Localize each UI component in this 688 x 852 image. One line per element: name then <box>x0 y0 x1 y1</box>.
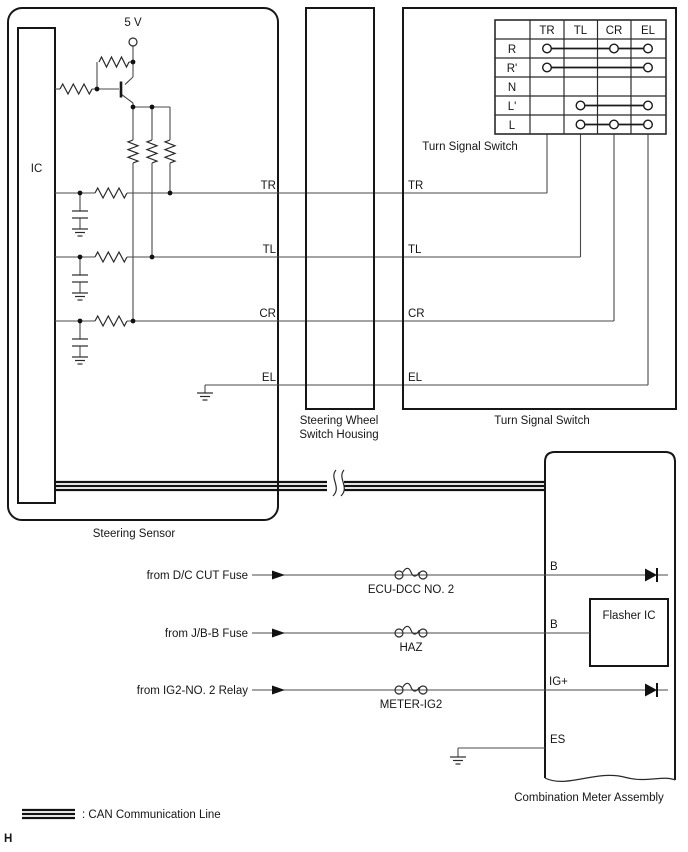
source-label-jbb: from J/B-B Fuse <box>164 628 248 640</box>
combination-meter-label: Combination Meter Assembly <box>514 792 664 804</box>
can-legend-label: : CAN Communication Line <box>82 809 221 821</box>
steering-sensor-label: Steering Sensor <box>92 528 176 540</box>
junction-dot <box>78 255 83 260</box>
sensor-pin-tr: TR <box>260 180 276 192</box>
page-mark: H <box>4 833 13 845</box>
contact-point <box>644 44 653 53</box>
contact-point <box>576 120 585 129</box>
table-column-header: CR <box>605 25 623 37</box>
table-row-label: R' <box>506 63 518 75</box>
switch-pin-tl: TL <box>408 244 422 256</box>
junction-dot <box>95 87 100 92</box>
table-column-header: EL <box>640 25 656 37</box>
junction-dot <box>131 60 136 65</box>
switch-pin-tr: TR <box>408 180 424 192</box>
turn-signal-switch-outer-label: Turn Signal Switch <box>494 415 590 427</box>
contact-point <box>543 63 552 72</box>
contact-point <box>644 120 653 129</box>
switch-housing-label-2: Switch Housing <box>299 429 379 441</box>
table-row-label: L' <box>507 101 517 113</box>
contact-point <box>644 101 653 110</box>
junction-dot <box>78 191 83 196</box>
flasher-ic-label: Flasher IC <box>602 610 656 622</box>
contact-point <box>576 101 585 110</box>
turn-signal-switch-inner-label: Turn Signal Switch <box>422 141 518 153</box>
terminal-b1-label: B <box>550 561 558 573</box>
switch-housing-label-1: Steering Wheel <box>299 415 379 427</box>
ic-label: IC <box>30 163 43 175</box>
switch-pin-cr: CR <box>408 308 425 320</box>
junction-dot <box>78 319 83 324</box>
fuse-label-meter-ig2: METER-IG2 <box>379 699 443 711</box>
junction-dot <box>168 191 173 196</box>
source-label-dc-cut: from D/C CUT Fuse <box>146 570 248 582</box>
table-row-label: R <box>507 44 517 56</box>
fuse-label-ecu-dcc: ECU-DCC NO. 2 <box>367 584 455 596</box>
contact-point <box>543 44 552 53</box>
terminal-ig-label: IG+ <box>549 676 568 688</box>
sensor-pin-cr: CR <box>259 308 276 320</box>
terminal-b2-label: B <box>550 619 558 631</box>
contact-point <box>644 63 653 72</box>
terminal-es-label: ES <box>550 734 566 746</box>
sensor-pin-tl: TL <box>262 244 276 256</box>
junction-dot <box>131 319 136 324</box>
switch-pin-el: EL <box>408 372 423 384</box>
sensor-pin-el: EL <box>261 372 276 384</box>
supply-5v-label: 5 V <box>124 17 142 29</box>
source-label-ig2: from IG2-NO. 2 Relay <box>136 685 248 697</box>
junction-dot <box>150 105 155 110</box>
table-row-label: N <box>507 82 517 94</box>
table-column-header: TL <box>573 25 588 37</box>
table-row-label: L <box>508 120 516 132</box>
fuse-label-haz: HAZ <box>399 642 423 654</box>
contact-point <box>610 120 619 129</box>
table-column-header: TR <box>539 25 555 37</box>
contact-point <box>610 44 619 53</box>
junction-dot <box>131 105 136 110</box>
junction-dot <box>150 255 155 260</box>
